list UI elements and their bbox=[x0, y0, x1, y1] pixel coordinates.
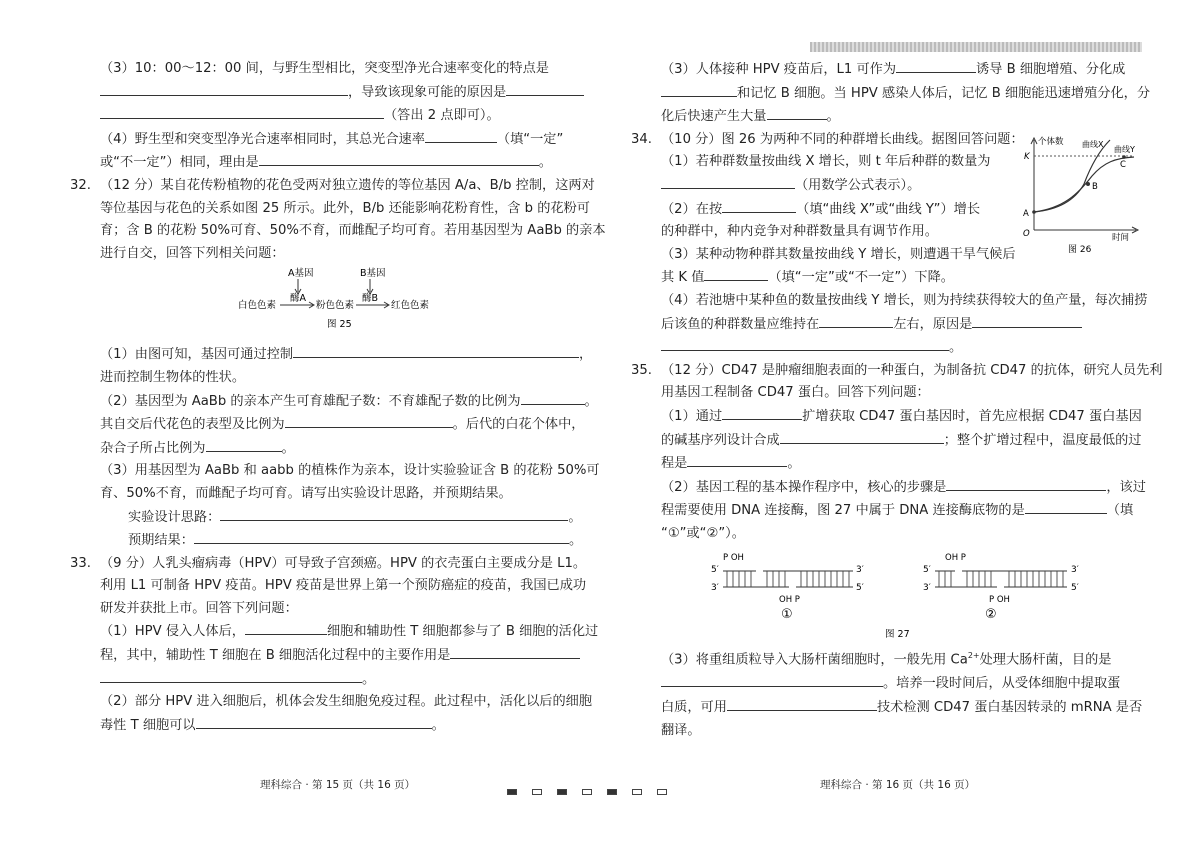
text: ， bbox=[579, 347, 593, 363]
text: 实验设计思路： bbox=[128, 509, 221, 525]
answer-blank[interactable] bbox=[245, 620, 327, 635]
answer-blank[interactable] bbox=[661, 336, 949, 351]
q33-2-line1 bbox=[100, 691, 593, 714]
marker-empty bbox=[657, 789, 667, 795]
q33-3-line1 bbox=[661, 58, 1143, 82]
text: “①”或“②”）。 bbox=[661, 525, 745, 541]
answer-blank[interactable] bbox=[896, 58, 976, 73]
q32-2-line1 bbox=[100, 390, 598, 414]
label: 5′ bbox=[856, 583, 864, 594]
answer-blank[interactable] bbox=[972, 313, 1082, 328]
point-b bbox=[1086, 182, 1090, 186]
text: 育、50%不育，而雌配子均可育。请写出实验设计思路，并预期结果。 bbox=[100, 485, 512, 501]
text: （1）由图可知，基因可通过控制 bbox=[100, 347, 294, 363]
answer-blank[interactable] bbox=[780, 429, 944, 444]
fragment-number: ② bbox=[985, 607, 997, 623]
figure-27 bbox=[661, 545, 1143, 645]
text: 毒性 T 细胞可以 bbox=[100, 717, 196, 733]
answer-blank[interactable] bbox=[425, 128, 497, 143]
marker-empty bbox=[582, 789, 592, 795]
q32-2-line2 bbox=[100, 413, 585, 437]
text: 程是 bbox=[661, 456, 688, 472]
text: ，导致该现象可能的原因是 bbox=[348, 84, 507, 100]
label: P OH bbox=[989, 595, 1010, 606]
text: （3）某种动物种群其数量按曲线 Y 增长，则遭遇干旱气候后 bbox=[661, 246, 1016, 262]
y-axis-label: 个体数 bbox=[1038, 137, 1064, 147]
text: （3）人体接种 HPV 疫苗后，L1 可作为 bbox=[661, 62, 897, 77]
q35-line2 bbox=[661, 382, 1143, 405]
q35-2-line2 bbox=[661, 499, 1143, 523]
label: 5′ bbox=[711, 565, 719, 576]
marker-empty bbox=[632, 789, 642, 795]
q35-3-line2 bbox=[661, 672, 1143, 696]
text: （3）10：00～12：00 间，与野生型相比，突变型净光合速率变化的特点是 bbox=[100, 61, 549, 76]
label: 3′ bbox=[711, 583, 719, 594]
answer-blank[interactable] bbox=[100, 668, 362, 683]
text: 。 bbox=[949, 340, 963, 356]
label: 5′ bbox=[923, 565, 931, 576]
answer-blank[interactable] bbox=[194, 529, 569, 544]
label: OH P bbox=[945, 553, 966, 564]
text: （答出 2 点即可）。 bbox=[384, 108, 500, 124]
answer-blank[interactable] bbox=[285, 413, 453, 428]
text: 处理大肠杆菌，目的是 bbox=[979, 652, 1112, 668]
answer-blank[interactable] bbox=[506, 81, 584, 96]
k-label: K bbox=[1024, 152, 1030, 162]
text: 翻译。 bbox=[661, 722, 701, 738]
q33-3-line2 bbox=[661, 82, 1151, 106]
q32-line1 bbox=[70, 175, 595, 198]
q34-4-line3 bbox=[661, 336, 1143, 360]
label: 3′ bbox=[856, 565, 864, 576]
q35-1-line2 bbox=[661, 429, 1143, 453]
q33-1-line3 bbox=[100, 668, 582, 692]
figure-25 bbox=[100, 265, 582, 343]
text: （填“一定”或“不一定”）下降。 bbox=[768, 270, 954, 286]
text: （用数学公式表示）。 bbox=[795, 177, 921, 193]
white-pigment-label: 白色色素 bbox=[238, 300, 277, 312]
text: 程，其中，辅助性 T 细胞在 B 细胞活化过程中的主要作用是 bbox=[100, 648, 451, 664]
text: 。 bbox=[584, 393, 598, 409]
answer-blank[interactable] bbox=[722, 198, 796, 213]
q34-3-line2 bbox=[661, 266, 1143, 290]
q33-1-line1 bbox=[100, 620, 599, 644]
figure-caption: 图 26 bbox=[1068, 245, 1092, 254]
q32-line4 bbox=[100, 243, 582, 266]
q35-3-line4 bbox=[661, 720, 1143, 743]
text: 。 bbox=[568, 509, 582, 525]
q32-line2 bbox=[100, 198, 590, 221]
text: 等位基因与花色的关系如图 25 所示。此外，B/b 还能影响花粉育性，含 b 的花粉可 bbox=[100, 200, 590, 216]
text: （4）若池塘中某种鱼的数量按曲线 Y 增长，则为持续获得较大的鱼产量，每次捕捞 bbox=[661, 292, 1148, 308]
answer-blank[interactable] bbox=[100, 81, 348, 96]
text: 研发并获批上市。回答下列问题： bbox=[100, 600, 298, 616]
text: （1）通过 bbox=[661, 408, 723, 424]
enzyme-a-label: 酶A bbox=[290, 293, 306, 305]
q32-3-design bbox=[100, 506, 582, 530]
answer-blank[interactable] bbox=[687, 452, 787, 467]
text: 左右，原因是 bbox=[893, 316, 973, 332]
q31-4-line1 bbox=[100, 128, 582, 152]
answer-blank[interactable] bbox=[100, 104, 384, 119]
text: 化后快速产生大量 bbox=[661, 109, 767, 125]
text: 其自交后代花色的表型及比例为 bbox=[100, 417, 285, 433]
text: 的种群中，种内竞争对种群数量具有调节作用。 bbox=[661, 224, 938, 240]
text: （填“一定” bbox=[496, 131, 564, 147]
text: 利用 L1 可制备 HPV 疫苗。HPV 疫苗是世界上第一个预防癌症的疫苗，我国已成功 bbox=[100, 578, 587, 594]
gene-pathway-diagram bbox=[100, 265, 582, 329]
text: （2）基因型为 AaBb 的亲本产生可育雄配子数：不育雄配子数的比例为 bbox=[100, 393, 521, 409]
q32-3-result bbox=[100, 529, 582, 553]
footer-right: 理科综合 · 第 16 页（共 16 页） bbox=[820, 779, 976, 791]
q33-line1 bbox=[70, 553, 587, 576]
origin-label: O bbox=[1023, 229, 1030, 239]
marker-empty bbox=[532, 789, 542, 795]
point-a bbox=[1032, 210, 1036, 214]
q35-2-line3 bbox=[661, 523, 1143, 546]
q33-1-line2 bbox=[100, 644, 582, 668]
text: （3）将重组质粒导入大肠杆菌细胞时，一般先用 Ca bbox=[661, 652, 968, 668]
x-axis-label: 时间 bbox=[1112, 233, 1130, 243]
answer-blank[interactable] bbox=[220, 506, 568, 521]
label: 3′ bbox=[1071, 565, 1079, 576]
answer-blank[interactable] bbox=[661, 174, 795, 189]
answer-blank[interactable] bbox=[819, 313, 893, 328]
page-marker-dots bbox=[507, 780, 682, 799]
text: 。 bbox=[826, 109, 840, 125]
text: 的碱基序列设计合成 bbox=[661, 432, 780, 448]
label: 5′ bbox=[1071, 583, 1079, 594]
answer-blank[interactable] bbox=[722, 405, 802, 420]
q35-2-line1 bbox=[661, 476, 1146, 500]
point-c bbox=[1122, 155, 1126, 159]
answer-blank[interactable] bbox=[946, 476, 1106, 491]
fragment-number: ① bbox=[781, 607, 793, 623]
text: （1）若种群数量按曲线 X 增长，则 t 年后种群的数量为 bbox=[661, 154, 991, 170]
text: 杂合子所占比例为 bbox=[100, 440, 206, 456]
figure-26-growth-curves bbox=[1016, 132, 1156, 254]
question-number: 32. bbox=[70, 177, 91, 193]
text: 。 bbox=[362, 671, 376, 687]
superscript: 2+ bbox=[967, 651, 980, 661]
q35-1-line3 bbox=[661, 452, 1143, 476]
text: 和记忆 B 细胞。当 HPV 感染人体后，记忆 B 细胞能迅速增殖分化，分 bbox=[737, 85, 1151, 101]
q32-3-line1 bbox=[100, 460, 600, 483]
q35-line1 bbox=[631, 360, 1163, 383]
answer-blank[interactable] bbox=[196, 714, 432, 729]
label: OH P bbox=[779, 595, 800, 606]
answer-blank[interactable] bbox=[259, 151, 539, 166]
q33-2-line2 bbox=[100, 714, 582, 738]
q32-line3 bbox=[100, 220, 606, 243]
text: 扩增获取 CD47 蛋白基因时，首先应根据 CD47 蛋白基因 bbox=[802, 408, 1142, 424]
point-c-label: C bbox=[1120, 160, 1126, 170]
text: （4）野生型和突变型净光合速率相同时，其总光合速率 bbox=[100, 131, 425, 147]
text: 程需要使用 DNA 连接酶，图 27 中属于 DNA 连接酶底物的是 bbox=[661, 503, 1025, 519]
text: 。 bbox=[787, 456, 801, 472]
enzyme-b-label: 酶B bbox=[362, 293, 379, 305]
q33-line3 bbox=[100, 598, 582, 621]
text: （10 分）图 26 为两种不同的种群增长曲线。据图回答问题： bbox=[661, 131, 1024, 147]
q32-1-line2 bbox=[100, 367, 582, 390]
text: 诱导 B 细胞增殖、分化成 bbox=[976, 62, 1126, 77]
answer-blank[interactable] bbox=[450, 644, 580, 659]
red-pigment-label: 红色色素 bbox=[391, 300, 430, 312]
text: 育；含 B 的花粉 50%可育、50%不育，而雌配子均可育。若用基因型为 AaBb 的亲本 bbox=[100, 223, 606, 239]
text: （2）在按 bbox=[661, 201, 723, 217]
text: 。 bbox=[538, 155, 552, 171]
q31-3-line1 bbox=[100, 58, 582, 81]
point-b-label: B bbox=[1092, 182, 1098, 192]
text: 其 K 值 bbox=[661, 270, 705, 286]
answer-blank[interactable] bbox=[704, 266, 768, 281]
q33-3-line3 bbox=[661, 105, 1143, 129]
text: 。后代的白花个体中， bbox=[452, 417, 585, 433]
figure-caption: 图 27 bbox=[885, 629, 910, 641]
text: 进而控制生物体的性状。 bbox=[100, 369, 246, 385]
marker-filled bbox=[507, 789, 517, 795]
q35-3-line1 bbox=[661, 645, 1143, 672]
text: ，该过 bbox=[1106, 479, 1146, 495]
base-pairs bbox=[727, 571, 849, 587]
label: 3′ bbox=[923, 583, 931, 594]
curve-x-label: 曲线X bbox=[1082, 140, 1104, 149]
text: 预期结果： bbox=[128, 533, 194, 549]
figure-caption: 图 25 bbox=[327, 319, 352, 330]
header-decor-bar bbox=[810, 42, 1142, 52]
fragment-1 bbox=[711, 553, 864, 622]
text: （填 bbox=[1106, 503, 1134, 519]
q32-2-line3 bbox=[100, 437, 582, 461]
text: （9 分）人乳头瘤病毒（HPV）可导致子宫颈癌。HPV 的衣壳蛋白主要成分是 L1。 bbox=[100, 555, 587, 571]
label: P OH bbox=[723, 553, 744, 564]
question-number: 35. bbox=[631, 362, 652, 378]
text: （12 分）CD47 是肿瘤细胞表面的一种蛋白，为制备抗 CD47 的抗体，研究人员先利 bbox=[661, 362, 1163, 378]
text: （填“曲线 X”或“曲线 Y”）增长 bbox=[796, 201, 981, 217]
q32-3-line2 bbox=[100, 483, 582, 506]
text: 白质，可用 bbox=[661, 700, 727, 716]
footer-left: 理科综合 · 第 15 页（共 16 页） bbox=[260, 779, 416, 791]
text: 。 bbox=[281, 440, 295, 456]
text: 后该鱼的种群数量应维持在 bbox=[661, 316, 820, 332]
answer-blank[interactable] bbox=[727, 696, 877, 711]
question-number: 33. bbox=[70, 555, 91, 571]
answer-blank[interactable] bbox=[661, 672, 883, 687]
question-number: 34. bbox=[631, 131, 652, 147]
text: 或“不一定”）相同，理由是 bbox=[100, 155, 259, 171]
text: 。 bbox=[568, 533, 583, 549]
base-pairs bbox=[939, 571, 1063, 587]
curve-y-label: 曲线Y bbox=[1114, 145, 1135, 154]
text: （1）HPV 侵入人体后， bbox=[100, 624, 245, 640]
left-column bbox=[70, 58, 606, 737]
dna-fragments-diagram bbox=[661, 545, 1143, 643]
q33-line2 bbox=[100, 575, 587, 598]
gene-a-label: A基因 bbox=[288, 268, 314, 280]
q35-3-line3 bbox=[661, 696, 1143, 720]
answer-blank[interactable] bbox=[521, 390, 585, 405]
answer-blank[interactable] bbox=[767, 105, 827, 120]
q34-4-line1 bbox=[661, 290, 1148, 313]
text: （12 分）某自花传粉植物的花色受两对独立遗传的等位基因 A/a、B/b 控制，这两对 bbox=[100, 177, 595, 193]
marker-filled bbox=[607, 789, 617, 795]
answer-blank[interactable] bbox=[293, 343, 579, 358]
text: 技术检测 CD47 蛋白基因转录的 mRNA 是否 bbox=[876, 700, 1143, 716]
answer-blank[interactable] bbox=[661, 82, 737, 97]
text: （2）基因工程的基本操作程序中，核心的步骤是 bbox=[661, 479, 947, 495]
point-a-label: A bbox=[1023, 209, 1029, 219]
marker-filled bbox=[557, 789, 567, 795]
answer-blank[interactable] bbox=[1025, 499, 1107, 514]
pink-pigment-label: 粉色色素 bbox=[316, 300, 355, 312]
gene-b-label: B基因 bbox=[360, 268, 386, 280]
q31-4-line2 bbox=[100, 151, 582, 175]
q35-1-line1 bbox=[661, 405, 1143, 429]
curve-x bbox=[1034, 140, 1110, 212]
text: 。 bbox=[431, 717, 445, 733]
answer-blank[interactable] bbox=[206, 437, 282, 452]
q31-3-line2 bbox=[100, 81, 582, 105]
text: 。培养一段时间后，从受体细胞中提取蛋 bbox=[883, 676, 1121, 692]
q34-4-line2 bbox=[661, 313, 1143, 337]
text: （2）部分 HPV 进入细胞后，机体会发生细胞免疫过程。此过程中，活化以后的细胞 bbox=[100, 694, 593, 710]
q31-3-line3 bbox=[100, 104, 582, 128]
text: 进行自交，回答下列相关问题： bbox=[100, 245, 285, 261]
text: 细胞和辅助性 T 细胞都参与了 B 细胞的活化过 bbox=[326, 624, 599, 640]
fragment-2 bbox=[923, 553, 1079, 622]
text: （3）用基因型为 AaBb 和 aabb 的植株作为亲本，设计实验验证含 B 的花粉 50%可 bbox=[100, 463, 600, 479]
q32-1-line1 bbox=[100, 343, 593, 367]
text: ；整个扩增过程中，温度最低的过 bbox=[943, 432, 1142, 448]
text: 用基因工程制备 CD47 蛋白。回答下列问题： bbox=[661, 385, 930, 401]
